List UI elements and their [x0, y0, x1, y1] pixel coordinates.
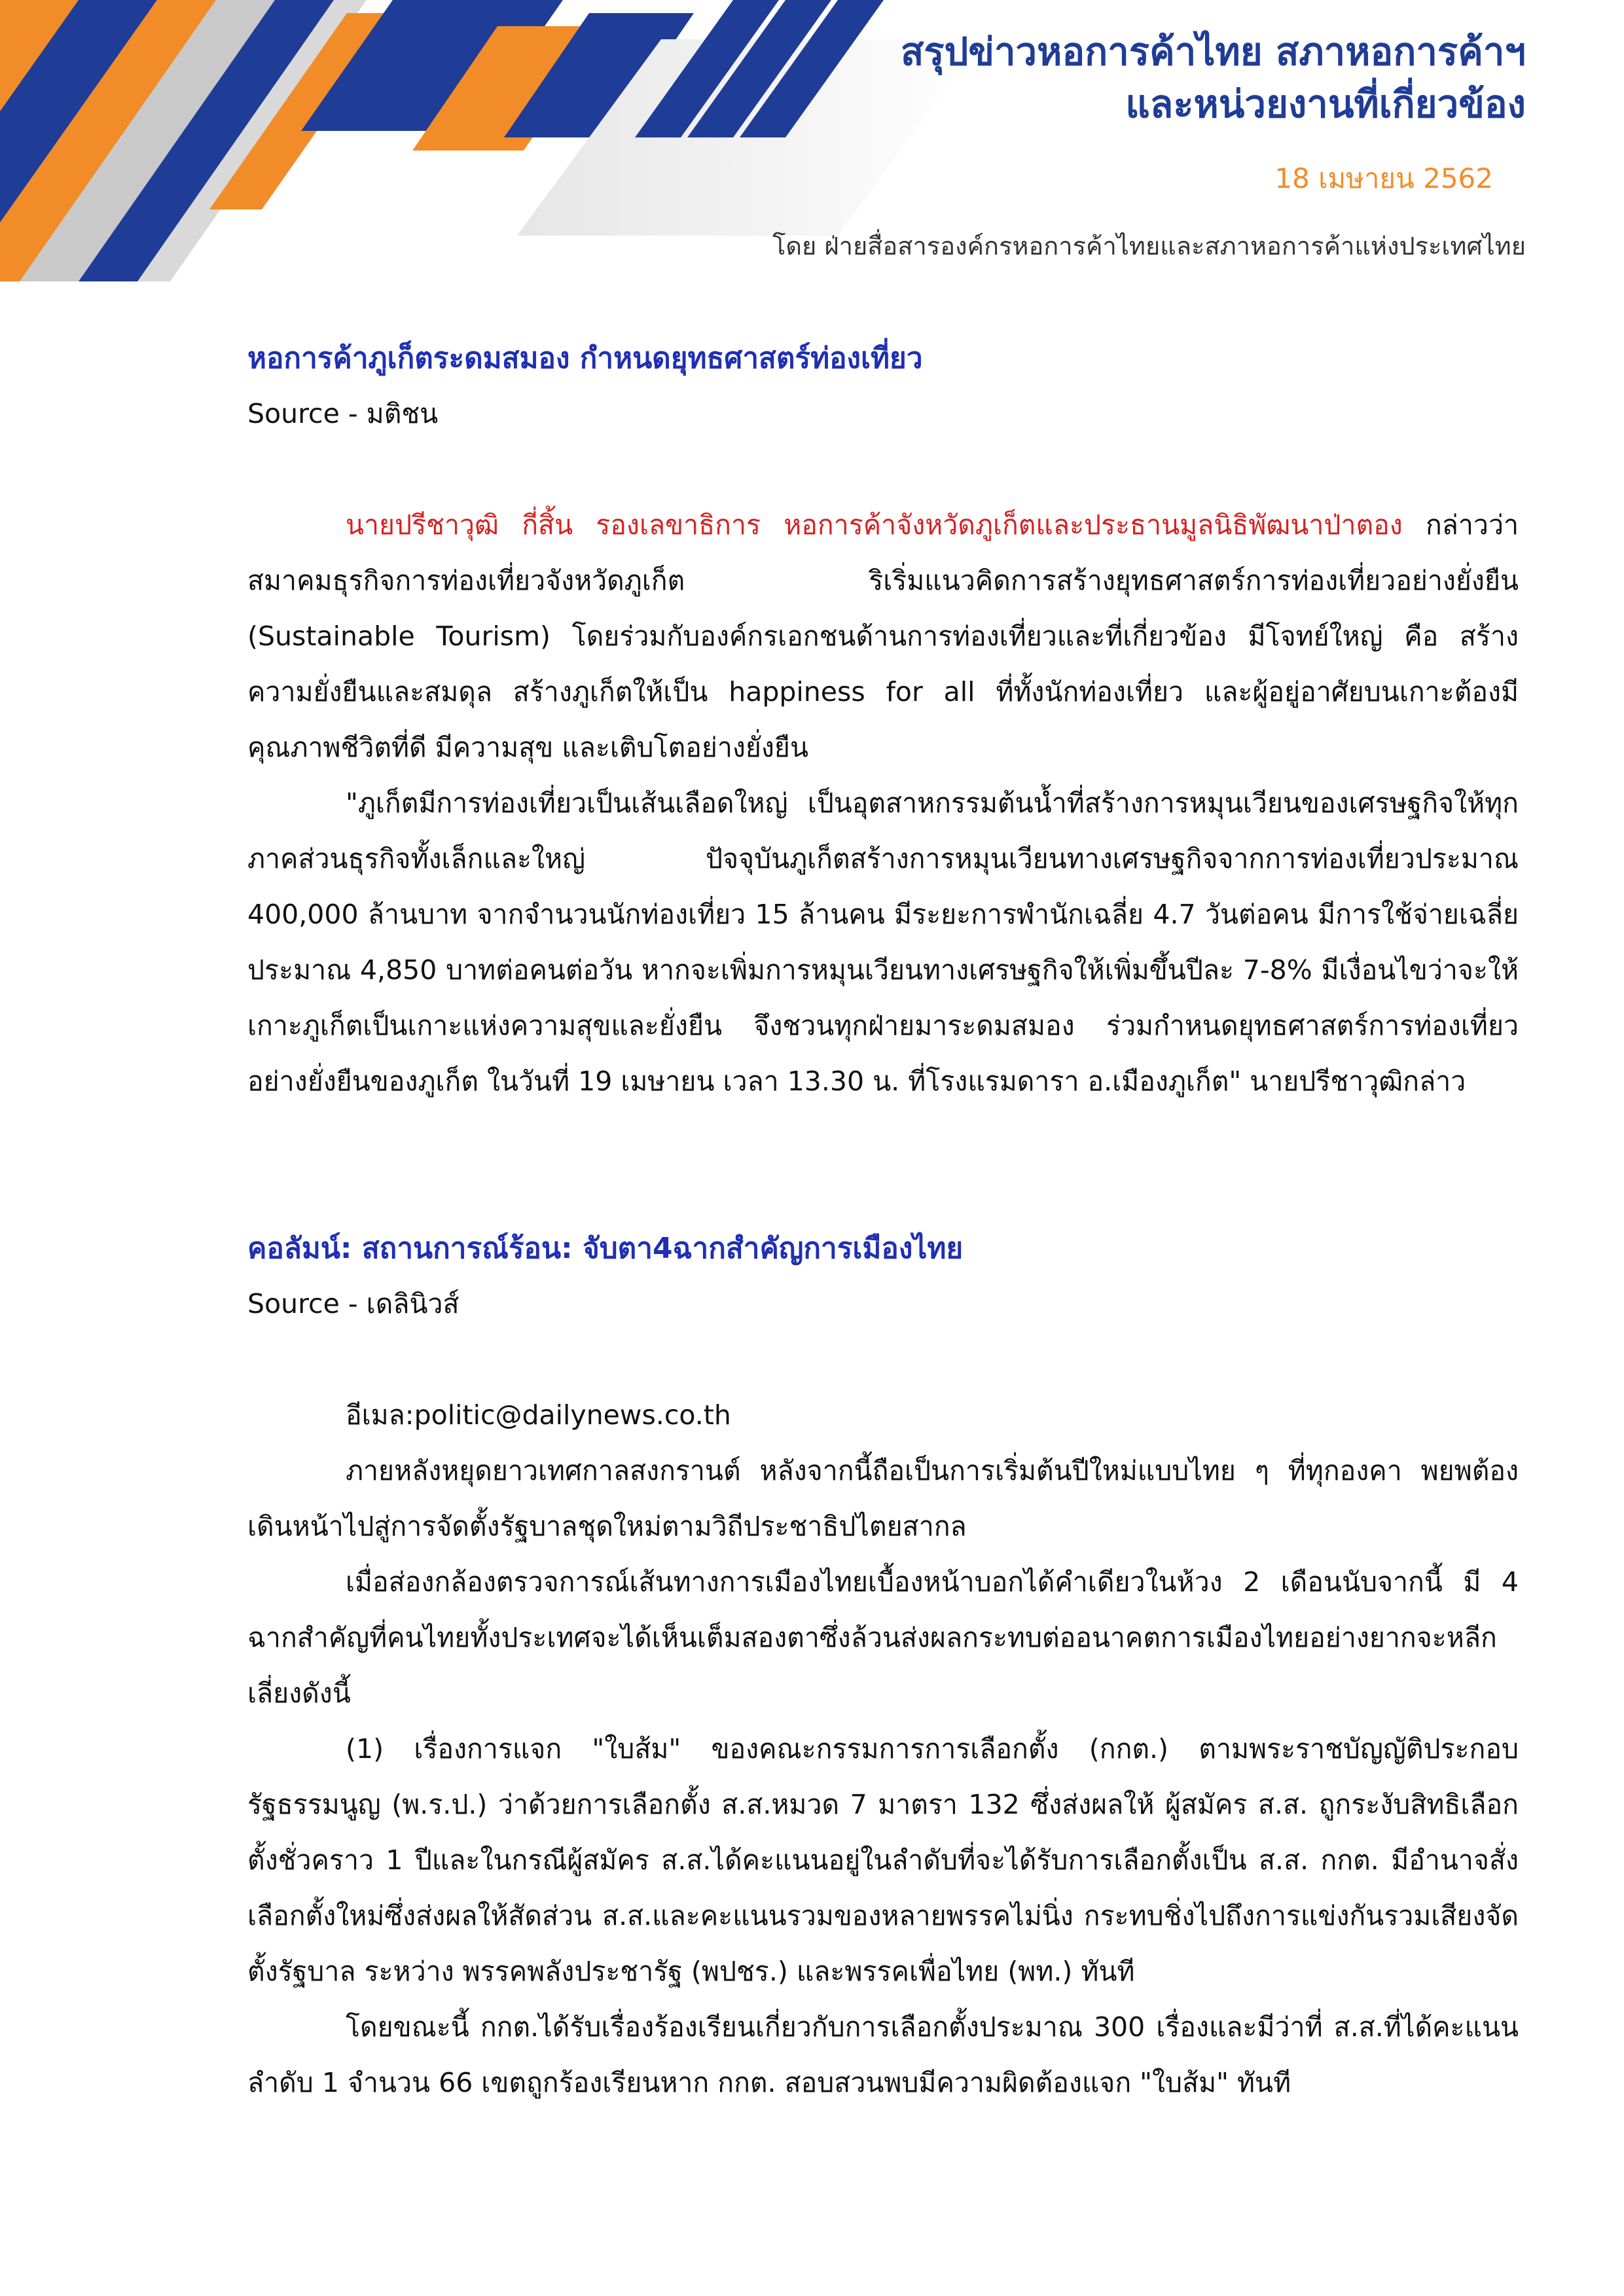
article-paragraph: "ภูเก็ตมีการท่องเที่ยวเป็นเส้นเลือดใหญ่ เป็นอุตสาหกรรมต้นน้ำที่สร้างการหมุนเวียนของเศรษฐกิจให้ทุกภาคส่วนธุรกิจทั้งเล็กและใหญ่ ปัจจุบันภูเก็ตสร้างการหมุนเวียนทางเศรษฐกิจจากการท่องเที่ยวประมาณ 400,000 ล้านบาท จากจำนวนนักท่องเที่ยว 15 ล้านคน มีระยะการพำนักเฉลี่ย 4.7 วันต่อคน มีการใช้จ่ายเฉลี่ยประมาณ 4,850 บาทต่อคนต่อวัน หากจะเพิ่มการหมุนเวียนทางเศรษฐกิจให้เพิ่มขึ้นปีละ 7-8% มีเงื่อนไขว่าจะให้เกาะภูเก็ตเป็นเกาะแห่งความสุขและยั่งยืน จึงชวนทุกฝ่ายมาระดมสมอง ร่วมกำหนดยุทธศาสตร์การท่องเที่ยวอย่างยั่งยืนของภูเก็ต ในวันที่ 19 เมษายน เวลา 13.30 น. ที่โรงแรมดารา อ.เมืองภูเก็ต" นายปรีชาวุฒิกล่าว: [247, 787, 1519, 1097]
document-body: [247, 331, 1519, 2111]
header-date: 18 เมษายน 2562: [1274, 162, 1493, 194]
header-title-line1: สรุปข่าวหอการค้าไทย สภาหอการค้าฯ: [900, 29, 1526, 74]
article-title: หอการค้าภูเก็ตระดมสมอง กำหนดยุทธศาสตร์ท่องเที่ยว: [247, 342, 923, 375]
header-byline: โดย ฝ่ายสื่อสารองค์กรหอการค้าไทยและสภาหอการค้าแห่งประเทศไทย: [772, 232, 1526, 260]
paragraph-text: กล่าวว่า สมาคมธุรกิจการท่องเที่ยวจังหวัดภูเก็ต ริเริ่มแนวคิดการสร้างยุทธศาสตร์การท่องเที่ยวอย่างยั่งยืน (Sustainable Tourism) โดยร่วมกับองค์กรเอกชนด้านการท่องเที่ยวและที่เกี่ยวข้อง มีโจทย์ใหญ่ คือ สร้างความยั่งยืนและสมดุล สร้างภูเก็ตให้เป็น happiness for all ที่ทั้งนักท่องเที่ยว และผู้อยู่อาศัยบนเกาะต้องมีคุณภาพชีวิตที่ดี มีความสุข และเติบโตอย่างยั่งยืน: [247, 509, 1519, 763]
article-1: [247, 331, 1519, 1109]
article-paragraph: [247, 497, 1519, 776]
header-title-line2: และหน่วยงานที่เกี่ยวข้อง: [1125, 82, 1526, 126]
article-title: คอลัมน์: สถานการณ์ร้อน: จับตา4ฉากสำคัญการเมืองไทย: [247, 1232, 964, 1265]
article-2: [247, 1221, 1519, 2111]
highlighted-speaker: นายปรีชาวุฒิ กี่สิ้น รองเลขาธิการ หอการค้าจังหวัดภูเก็ตและประธานมูลนิธิพัฒนาป่าตอง: [346, 509, 1403, 541]
article-paragraph: โดยขณะนี้ กกต.ได้รับเรื่องร้องเรียนเกี่ยวกับการเลือกตั้งประมาณ 300 เรื่องและมีว่าที่ ส.ส.ที่ได้คะแนนลำดับ 1 จำนวน 66 เขตถูกร้องเรียนหาก กกต. สอบสวนพบมีความผิดต้องแจก "ใบส้ม" ทันที: [247, 2011, 1519, 2098]
article-paragraph: เมื่อส่องกล้องตรวจการณ์เส้นทางการเมืองไทยเบื้องหน้าบอกได้คำเดียวในห้วง 2 เดือนนับจากนี้ มี 4 ฉากสำคัญที่คนไทยทั้งประเทศจะได้เห็นเต็มสองตาซึ่งล้วนส่งผลกระทบต่ออนาคตการเมืองไทยอย่างยากจะหลีกเลี่ยงดังนี้: [247, 1566, 1519, 1709]
author-email: อีเมล:politic@dailynews.co.th: [346, 1399, 731, 1431]
article-paragraph: (1) เรื่องการแจก "ใบส้ม" ของคณะกรรมการการเลือกตั้ง (กกต.) ตามพระราชบัญญัติประกอบรัฐธรรมนูญ (พ.ร.ป.) ว่าด้วยการเลือกตั้ง ส.ส.หมวด 7 มาตรา 132 ซึ่งส่งผลให้ ผู้สมัคร ส.ส. ถูกระงับสิทธิเลือกตั้งชั่วคราว 1 ปีและในกรณีผู้สมัคร ส.ส.ได้คะแนนอยู่ในลำดับที่จะได้รับการเลือกตั้งเป็น ส.ส. กกต. มีอำนาจสั่งเลือกตั้งใหม่ซึ่งส่งผลให้สัดส่วน ส.ส.และคะแนนรวมของหลายพรรคไม่นิ่ง กระทบชิ่งไปถึงการแข่งกันรวมเสียงจัดตั้งรัฐบาล ระหว่าง พรรคพลังประชารัฐ (พปชร.) และพรรคเพื่อไทย (พท.) ทันที: [247, 1733, 1519, 1987]
article-source: Source - มติชน: [247, 398, 439, 429]
article-source: Source - เดลินิวส์: [247, 1288, 460, 1319]
article-paragraph: ภายหลังหยุดยาวเทศกาลสงกรานต์ หลังจากนี้ถือเป็นการเริ่มต้นปีใหม่แบบไทย ๆ ที่ทุกองคา พยพต้องเดินหน้าไปสู่การจัดตั้งรัฐบาลชุดใหม่ตามวิถีประชาธิปไตยสากล: [247, 1455, 1519, 1542]
